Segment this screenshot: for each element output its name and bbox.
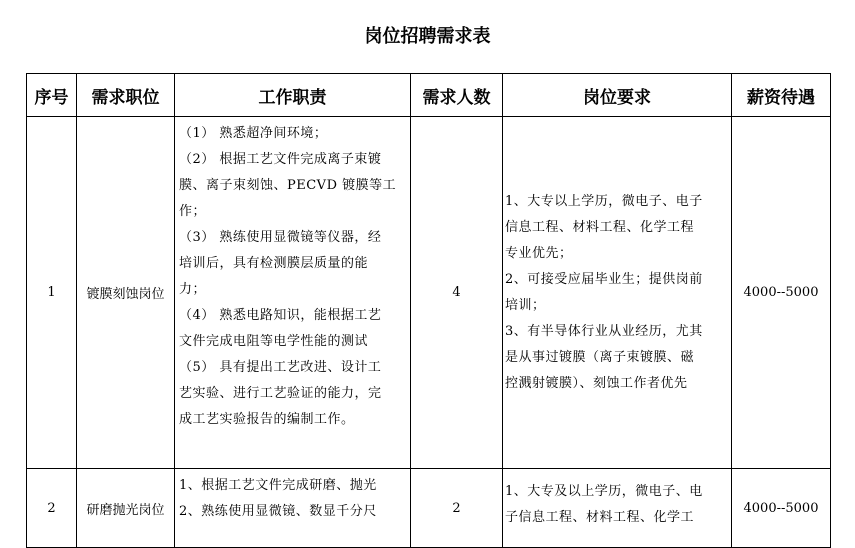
duty-line: 成工艺实验报告的编制工作。 — [179, 412, 355, 427]
recruitment-table — [26, 73, 831, 548]
duty-line: 力； — [179, 282, 207, 297]
header-count: 需求人数 — [411, 74, 503, 117]
req-line: 培训； — [505, 297, 546, 313]
req-line: 1、大专及以上学历，微电子、电 — [505, 484, 703, 499]
header-position: 需求职位 — [77, 74, 175, 117]
header-duties: 工作职责 — [175, 74, 411, 117]
row-count: 4 — [411, 117, 503, 469]
header-salary: 薪资待遇 — [732, 74, 831, 117]
req-line: 信息工程、材料工程、化学工程 — [505, 219, 695, 235]
header-requirements: 岗位要求 — [503, 74, 732, 117]
duty-line: （1） 熟悉超净间环境； — [179, 126, 328, 141]
req-line: 控溅射镀膜）、刻蚀工作者优先 — [505, 375, 688, 391]
duty-line: （5） 具有提出工艺改进、设计工 — [179, 360, 382, 375]
row-salary: 4000--5000 — [732, 117, 831, 469]
duty-line: （2） 根据工艺文件完成离子束镀 — [179, 152, 382, 167]
table-header-row — [27, 74, 831, 117]
duty-line: 作； — [179, 204, 207, 219]
duty-line: 艺实验、进行工艺验证的能力，完 — [179, 386, 382, 401]
table-row — [27, 117, 831, 469]
row-no: 2 — [27, 469, 77, 548]
row-count: 2 — [411, 469, 503, 548]
req-line: 1、大专以上学历，微电子、电子 — [505, 193, 703, 209]
req-line: 2、可接受应届毕业生；提供岗前 — [505, 271, 703, 287]
req-line: 子信息工程、材料工程、化学工 — [505, 510, 695, 525]
duty-line: 1、根据工艺文件完成研磨、抛光 — [179, 478, 377, 493]
req-line: 专业优先； — [505, 245, 573, 261]
req-line: 是从事过镀膜（离子束镀膜、磁 — [505, 349, 695, 365]
row-no: 1 — [27, 117, 77, 469]
row-salary: 4000--5000 — [732, 469, 831, 548]
duty-line: （4） 熟悉电路知识，能根据工艺 — [179, 308, 382, 323]
page-title: 岗位招聘需求表 — [364, 26, 491, 47]
duty-line: 膜、离子束刻蚀、PECVD 镀膜等工 — [179, 178, 397, 193]
req-line: 3、有半导体行业从业经历，尤其 — [505, 323, 703, 339]
row-position: 镀膜刻蚀岗位 — [77, 117, 175, 469]
row-duties — [175, 469, 411, 548]
duty-line: （3） 熟练使用显微镜等仪器，经 — [179, 230, 382, 245]
table-row — [27, 469, 831, 548]
row-position: 研磨抛光岗位 — [77, 469, 175, 548]
duty-line: 2、熟练使用显微镜、数显千分尺 — [179, 504, 377, 519]
duty-line: 培训后，具有检测膜层质量的能 — [179, 256, 369, 271]
row-requirements — [503, 469, 732, 548]
duty-line: 文件完成电阻等电学性能的测试 — [179, 334, 369, 349]
row-duties — [175, 117, 411, 469]
row-requirements — [503, 117, 732, 469]
header-no: 序号 — [27, 74, 77, 117]
